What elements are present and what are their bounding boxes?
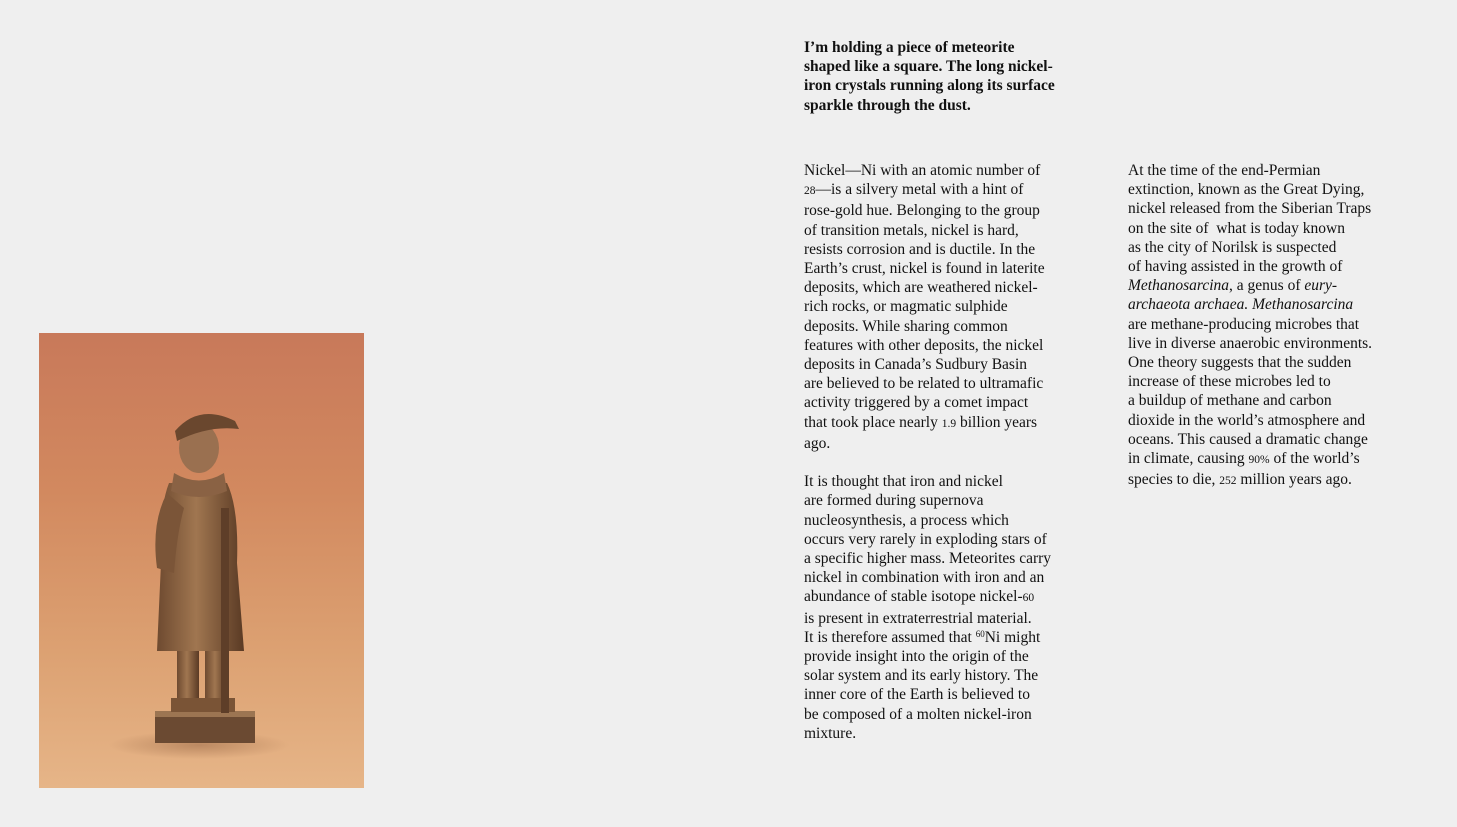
text-line: It is thought that iron and nickel xyxy=(804,473,1003,491)
text-line: of having assisted in the growth of xyxy=(1128,258,1343,276)
intro-line: sparkle through the dust. xyxy=(804,96,971,114)
text-line: occurs very rarely in exploding stars of xyxy=(804,530,1047,548)
text-line: deposits. While sharing common xyxy=(804,317,1008,335)
text-line: provide insight into the origin of the xyxy=(804,648,1029,666)
text-span: of the world’s xyxy=(1269,450,1360,468)
text-span: Ni might xyxy=(984,628,1041,646)
text-span: —is a silvery metal with a hint of xyxy=(815,181,1024,199)
text-line: extinction, known as the Great Dying, xyxy=(1128,181,1365,199)
paragraph-great-dying xyxy=(1128,161,1428,491)
intro-line: shaped like a square. The long nickel- xyxy=(804,58,1053,76)
italic-span: eury- xyxy=(1304,277,1338,295)
text-line: activity triggered by a comet impact xyxy=(804,394,1029,412)
text-span: abundance of stable isotope nickel- xyxy=(804,588,1023,606)
paragraph-nucleosynthesis xyxy=(804,472,1096,743)
text-line xyxy=(1128,449,1428,470)
intro-caption xyxy=(804,38,1094,115)
text-line: rich rocks, or magmatic sulphide xyxy=(804,298,1008,316)
oldstyle-number: 90% xyxy=(1248,454,1270,467)
text-line: One theory suggests that the sudden xyxy=(1128,354,1352,372)
text-column-right xyxy=(1128,161,1428,511)
text-line: ago. xyxy=(804,434,831,452)
text-line xyxy=(804,180,1096,201)
text-line: At the time of the end-Permian xyxy=(1128,162,1321,179)
text-line: of transition metals, nickel is hard, xyxy=(804,221,1019,239)
text-line: deposits, which are weathered nickel- xyxy=(804,279,1038,297)
text-line: live in diverse anaerobic environments. xyxy=(1128,334,1373,352)
text-line: resists corrosion and is ductile. In the xyxy=(804,240,1036,258)
intro-line: iron crystals running along its surface xyxy=(804,77,1055,95)
text-span: that took place nearly xyxy=(804,413,942,431)
oldstyle-number: 1.9 xyxy=(941,417,957,430)
text-line xyxy=(1128,276,1428,295)
italic-span: Methanosarcina xyxy=(1128,277,1230,295)
text-line: increase of these microbes led to xyxy=(1128,373,1331,391)
text-line: features with other deposits, the nickel xyxy=(804,336,1044,354)
text-line: as the city of Norilsk is suspected xyxy=(1128,238,1337,256)
text-line: are believed to be related to ultramafic xyxy=(804,375,1044,393)
figurine-illustration xyxy=(39,333,364,788)
text-line: deposits in Canada’s Sudbury Basin xyxy=(804,356,1028,374)
text-span: It is therefore assumed that xyxy=(804,628,976,646)
text-span: species to die, xyxy=(1128,471,1220,489)
text-line xyxy=(804,413,1096,434)
text-line: mixture. xyxy=(804,724,857,742)
text-column-left xyxy=(804,161,1096,762)
italic-span: archaeota archaea. Methanosarcina xyxy=(1128,296,1354,314)
text-line: a buildup of methane and carbon xyxy=(1128,392,1332,410)
text-line: be composed of a molten nickel-iron xyxy=(804,705,1032,723)
text-line: dioxide in the world’s atmosphere and xyxy=(1128,411,1366,429)
text-line: solar system and its early history. The xyxy=(804,667,1039,685)
text-span: in climate, causing xyxy=(1128,450,1249,468)
text-line xyxy=(1128,295,1428,314)
text-line: inner core of the Earth is believed to xyxy=(804,686,1030,704)
text-line: is present in extraterrestrial material. xyxy=(804,609,1032,627)
text-line: on the site of what is today known xyxy=(1128,219,1345,237)
text-line: Earth’s crust, nickel is found in laterite xyxy=(804,260,1045,278)
text-line: nickel in combination with iron and an xyxy=(804,569,1045,587)
text-line: rose-gold hue. Belonging to the group xyxy=(804,202,1040,220)
text-line: oceans. This caused a dramatic change xyxy=(1128,430,1368,448)
text-line: are methane-producing microbes that xyxy=(1128,315,1360,333)
text-line xyxy=(804,587,1096,608)
text-line xyxy=(804,628,1096,647)
text-line: nickel released from the Siberian Traps xyxy=(1128,200,1372,218)
oldstyle-number: 60 xyxy=(1022,592,1035,605)
text-line xyxy=(1128,470,1428,491)
figurine-photo xyxy=(39,333,364,788)
oldstyle-number: 28 xyxy=(804,185,816,198)
text-line: nucleosynthesis, a process which xyxy=(804,511,1009,529)
text-span: million years ago. xyxy=(1236,471,1352,489)
oldstyle-number: 252 xyxy=(1219,475,1237,488)
text-line: are formed during supernova xyxy=(804,492,984,510)
text-line: a specific higher mass. Meteorites carry xyxy=(804,550,1052,568)
text-span: , a genus of xyxy=(1229,277,1305,295)
isotope-superscript: 60 xyxy=(975,628,985,639)
paragraph-nickel-properties xyxy=(804,161,1096,453)
text-span: billion years xyxy=(956,413,1038,431)
text-line: Nickel—Ni with an atomic number of xyxy=(804,162,1041,179)
intro-line: I’m holding a piece of meteorite xyxy=(804,39,1015,56)
